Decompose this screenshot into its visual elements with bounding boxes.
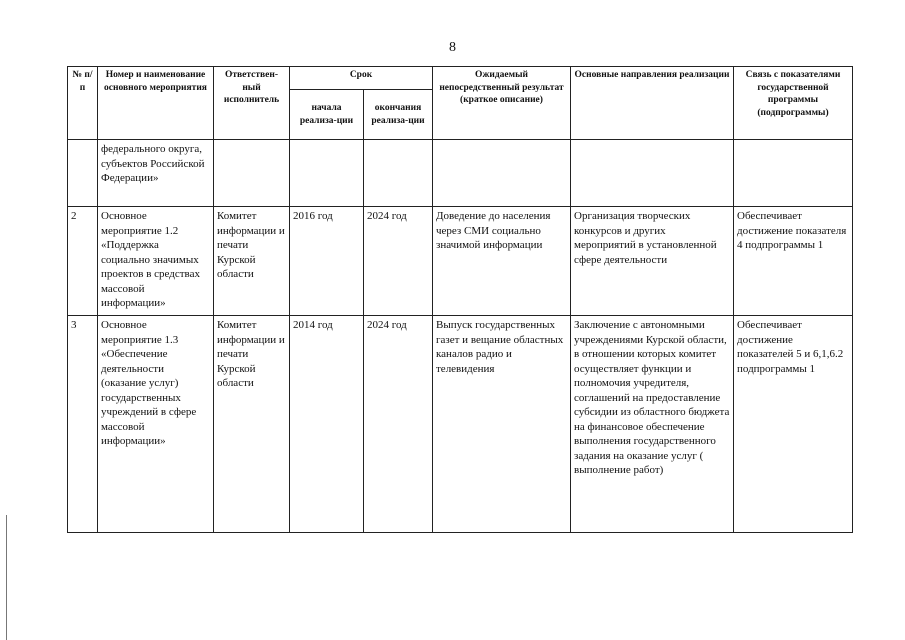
- cell-end: [364, 140, 433, 207]
- page-number: 8: [449, 40, 456, 55]
- header-row-1: [68, 67, 853, 90]
- cell-directions: Заключение с автономными учреждениями Курской области, в отношении которых комитет осуществляет функции и полномочия учредителя, соглашений на предоставление субсидии из областного бюджета на финансовое обеспечение выполнения государственного задания на оказание услуг ( выполнение работ): [571, 316, 734, 533]
- cell-name: федерального округа, субъектов Российской Федерации»: [98, 140, 214, 207]
- cell-name: Основное мероприятие 1.2 «Поддержка социально значимых проектов в средствах массовой информации»: [98, 207, 214, 316]
- cell-name: Основное мероприятие 1.3 «Обеспечение деятельности (оказание услуг) государственных учреждений в сфере массовой информации»: [98, 316, 214, 533]
- cell-result: [433, 140, 571, 207]
- cell-link: [734, 140, 853, 207]
- cell-num: 2: [68, 207, 98, 316]
- header-num: № п/п: [68, 67, 98, 140]
- header-start: начала реализа-ции: [290, 90, 364, 140]
- cell-end: 2024 год: [364, 316, 433, 533]
- header-link: Связь с показателями государственной программы (подпрограммы): [734, 67, 853, 140]
- cell-result: Доведение до населения через СМИ социально значимой информации: [433, 207, 571, 316]
- cell-start: 2016 год: [290, 207, 364, 316]
- activities-table: [67, 66, 853, 533]
- cell-start: 2014 год: [290, 316, 364, 533]
- cell-directions: Организация творческих конкурсов и других мероприятий в установленной сфере деятельности: [571, 207, 734, 316]
- cell-num: [68, 140, 98, 207]
- cell-directions: [571, 140, 734, 207]
- cell-link: Обеспечивает достижение показателя 4 подпрограммы 1: [734, 207, 853, 316]
- header-term: Срок: [290, 67, 433, 90]
- table-row: [68, 140, 853, 207]
- header-end: окончания реализа-ции: [364, 90, 433, 140]
- cell-end: 2024 год: [364, 207, 433, 316]
- table-row: [68, 207, 853, 316]
- table-row: [68, 316, 853, 533]
- cell-num: 3: [68, 316, 98, 533]
- header-responsible: Ответствен-ный исполнитель: [214, 67, 290, 140]
- cell-responsible: Комитет информации и печати Курской области: [214, 207, 290, 316]
- scan-edge-line: [6, 515, 7, 640]
- cell-link: Обеспечивает достижение показателей 5 и 6,1,6.2 подпрограммы 1: [734, 316, 853, 533]
- cell-result: Выпуск государственных газет и вещание областных каналов радио и телевидения: [433, 316, 571, 533]
- header-result: Ожидаемый непосредственный результат (краткое описание): [433, 67, 571, 140]
- cell-responsible: [214, 140, 290, 207]
- cell-start: [290, 140, 364, 207]
- header-name: Номер и наименование основного мероприятия: [98, 67, 214, 140]
- cell-responsible: Комитет информации и печати Курской области: [214, 316, 290, 533]
- header-directions: Основные направления реализации: [571, 67, 734, 140]
